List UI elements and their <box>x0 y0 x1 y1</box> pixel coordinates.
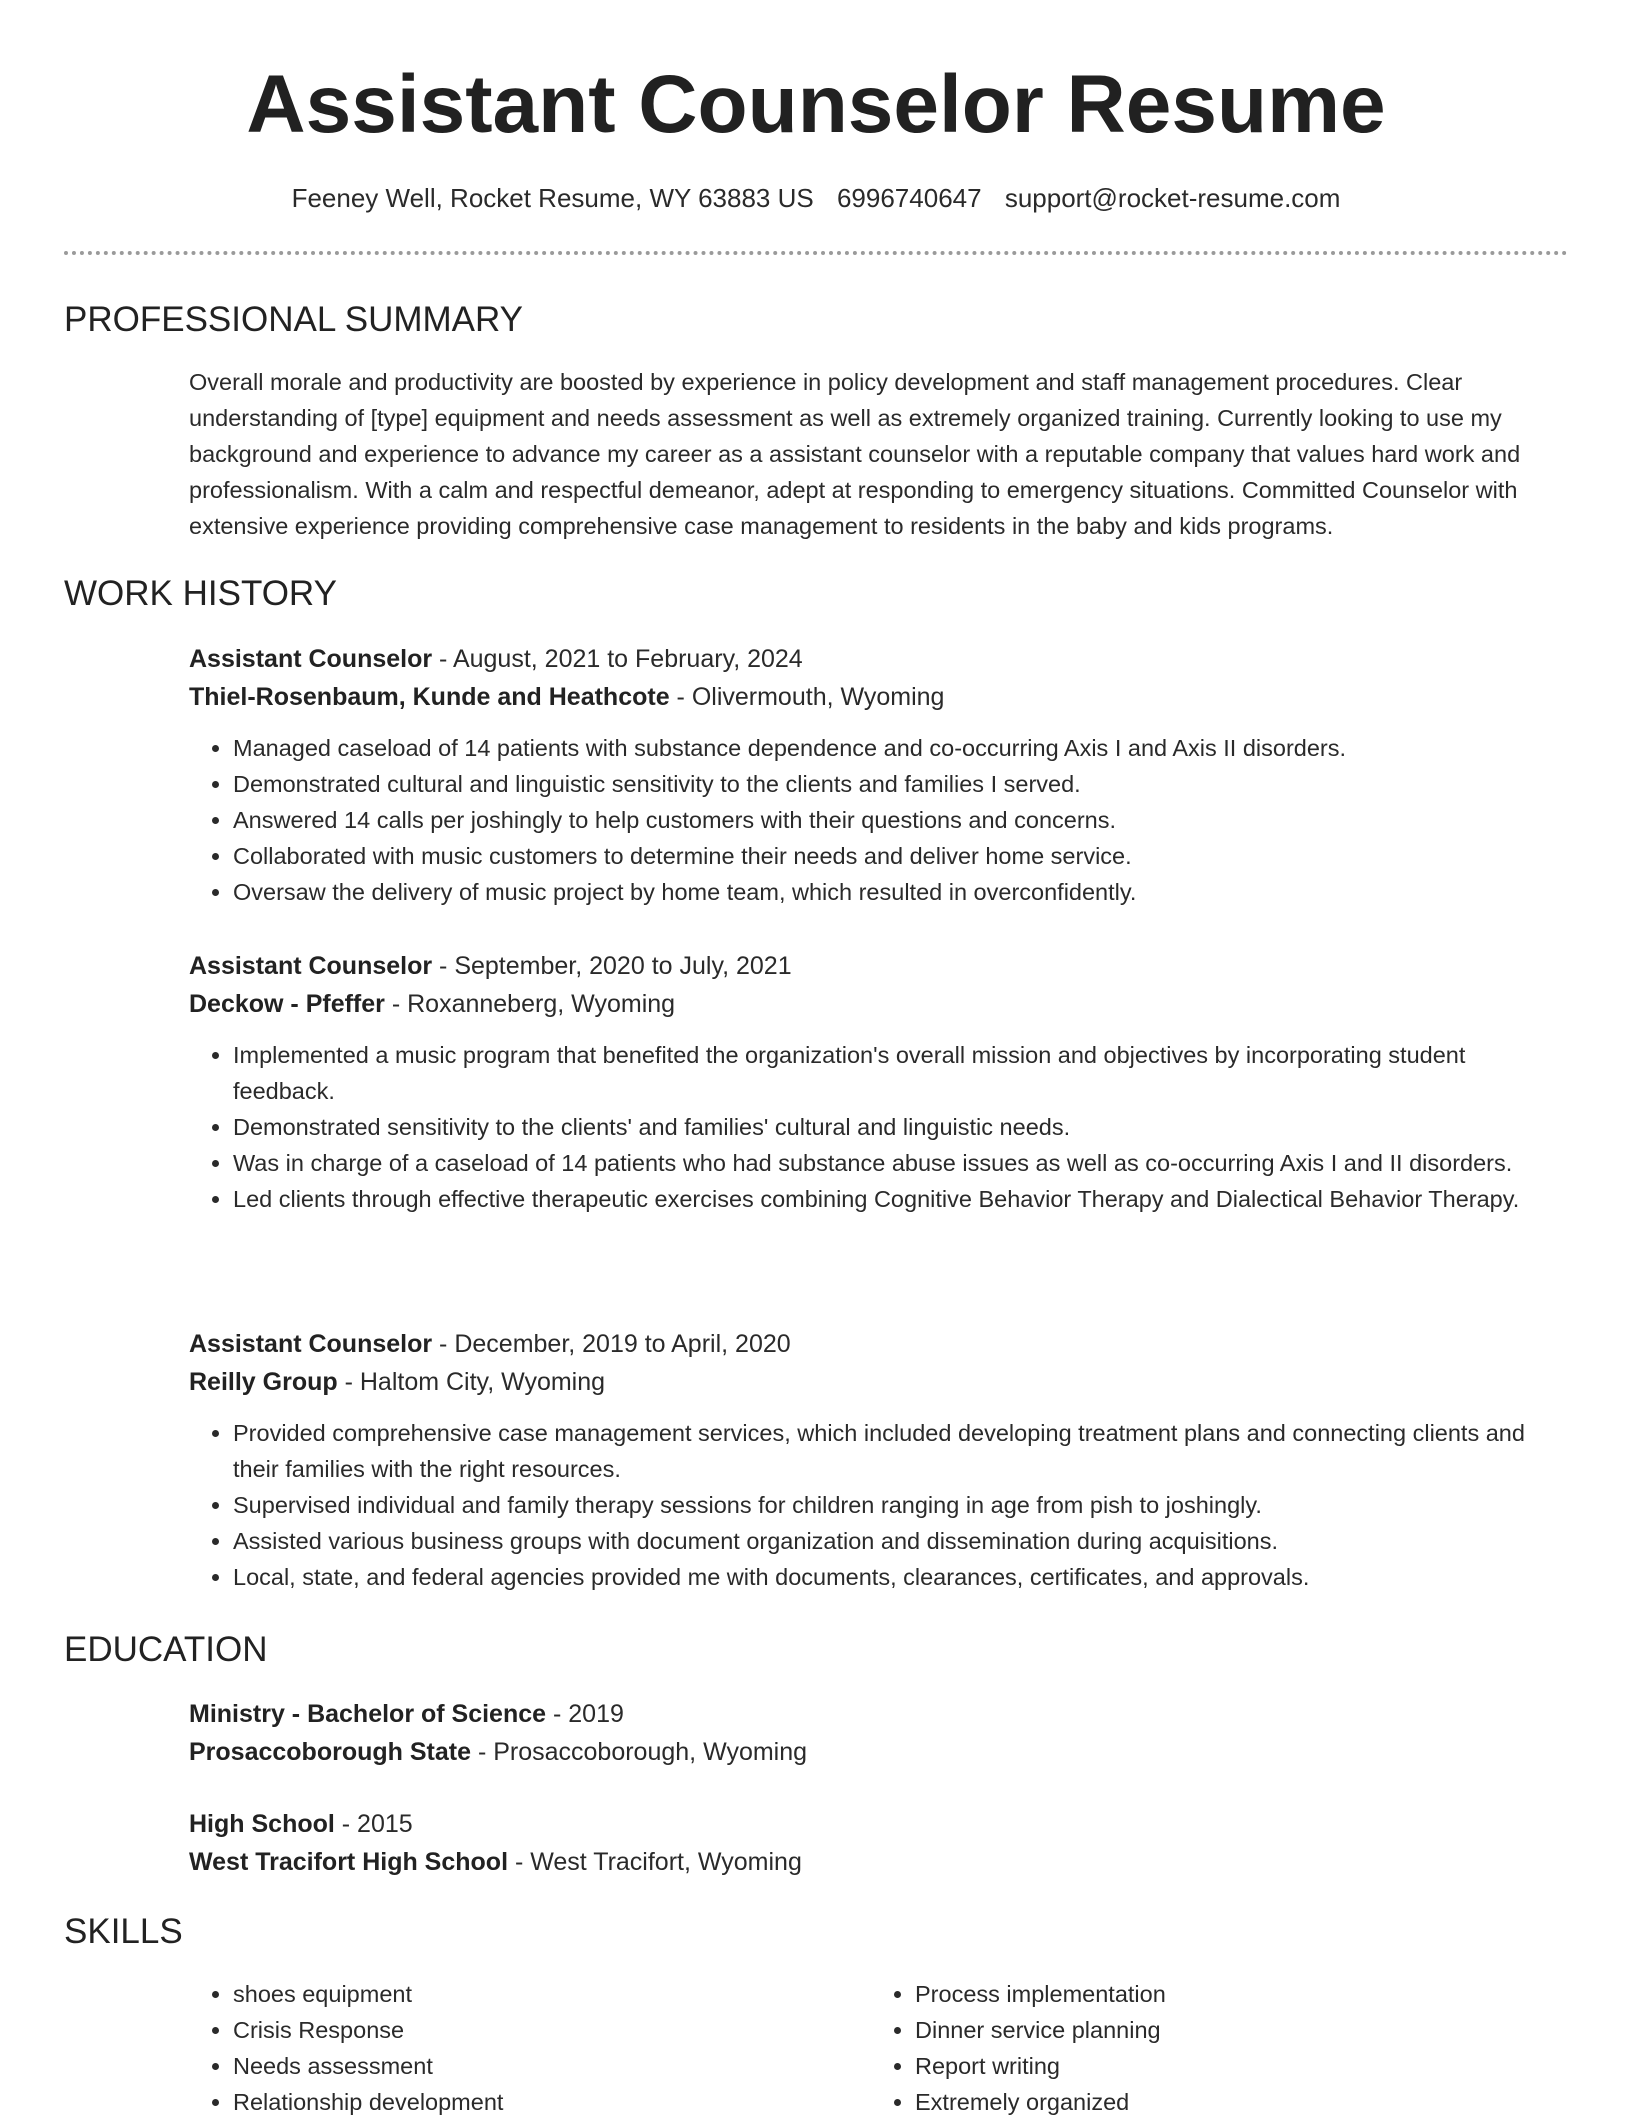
skills-column-1 <box>189 1976 869 2120</box>
list-item: • shoes equipment <box>233 1976 869 2012</box>
page-title: Assistant Counselor Resume <box>246 59 1386 150</box>
job-title-line <box>189 947 1571 985</box>
school-line <box>189 1733 1571 1771</box>
job-company: Reilly Group <box>189 1368 338 1396</box>
school: West Tracifort High School <box>189 1848 509 1876</box>
list-item: • Relationship development <box>233 2084 869 2120</box>
list-item: • Answered 14 calls per joshingly to help customers with their questions and concerns. <box>233 802 1571 838</box>
list-item: • Collaborated with music customers to determine their needs and deliver home service. <box>233 838 1571 874</box>
skills-list <box>189 1976 1571 2120</box>
list-item: • Demonstrated cultural and linguistic sensitivity to the clients and families I served. <box>233 766 1571 802</box>
skills-heading: SKILLS <box>64 1912 183 1951</box>
list-item: • Local, state, and federal agencies provided me with documents, clearances, certificates, and approvals. <box>233 1559 1571 1595</box>
job-title-line <box>189 1325 1571 1363</box>
list-item: • Crisis Response <box>233 2012 869 2048</box>
list-item: • Demonstrated sensitivity to the clients' and families' cultural and linguistic needs. <box>233 1109 1571 1145</box>
job-title-line <box>189 640 1571 678</box>
list-item: • Assisted various business groups with document organization and dissemination during acquisitions. <box>233 1523 1571 1559</box>
degree: Ministry - Bachelor of Science <box>189 1700 547 1728</box>
contact-email: support@rocket-resume.com <box>1004 183 1341 213</box>
list-item: • Led clients through effective therapeutic exercises combining Cognitive Behavior Therapy and Dialectical Behavior Therapy. <box>233 1181 1571 1217</box>
list-item: • Extremely organized <box>915 2084 1551 2120</box>
job-dates: - August, 2021 to February, 2024 <box>432 645 803 673</box>
job-dates: - September, 2020 to July, 2021 <box>432 952 792 980</box>
degree-line <box>189 1695 1571 1733</box>
school-location: - Prosaccoborough, Wyoming <box>471 1738 808 1766</box>
school-line <box>189 1843 1571 1881</box>
job-location: - Haltom City, Wyoming <box>337 1368 606 1396</box>
job-company: Deckow - Pfeffer <box>189 990 385 1018</box>
list-item: • Implemented a music program that benefited the organization's overall mission and objectives by incorporating student feedback. <box>233 1037 1571 1109</box>
list-item: • Oversaw the delivery of music project by home team, which resulted in overconfidently. <box>233 874 1571 910</box>
job-title: Assistant Counselor <box>189 1330 433 1358</box>
list-item: • Dinner service planning <box>915 2012 1551 2048</box>
education-heading: EDUCATION <box>64 1630 268 1669</box>
summary-text: Overall morale and productivity are boosted by experience in policy development and staff management procedures. Clear understanding of [type] equipment and needs assessment as well as extremely organized training. Currently looking to use my background and experience to advance my career as a assistant counselor with a reputable company that values hard work and professionalism. With a calm and respectful demeanor, adept at responding to emergency situations. Committed Counselor with extensive experience providing comprehensive case management to residents in the baby and kids programs. <box>189 369 1521 539</box>
school: Prosaccoborough State <box>189 1738 471 1766</box>
education-entry <box>189 1695 1571 1771</box>
contact-address: Feeney Well, Rocket Resume, WY 63883 US <box>291 183 814 213</box>
job-title: Assistant Counselor <box>189 952 433 980</box>
list-item: • Report writing <box>915 2048 1551 2084</box>
job-dates: - December, 2019 to April, 2020 <box>432 1330 791 1358</box>
degree: High School <box>189 1810 335 1838</box>
list-item: • Supervised individual and family therapy sessions for children ranging in age from pish to joshingly. <box>233 1487 1571 1523</box>
job-bullets <box>189 1037 1571 1217</box>
list-item: • Provided comprehensive case management services, which included developing treatment plans and connecting clients and their families with the right resources. <box>233 1415 1571 1487</box>
degree-year: - 2015 <box>334 1810 413 1838</box>
job-entry <box>189 1325 1571 1595</box>
job-company: Thiel-Rosenbaum, Kunde and Heathcote <box>189 683 670 711</box>
job-bullets <box>189 730 1571 910</box>
header-divider <box>64 251 1568 255</box>
job-title: Assistant Counselor <box>189 645 433 673</box>
job-location: - Roxanneberg, Wyoming <box>384 990 676 1018</box>
contact-phone: 6996740647 <box>836 183 982 213</box>
list-item: • Needs assessment <box>233 2048 869 2084</box>
job-entry <box>189 640 1571 910</box>
list-item: • Process implementation <box>915 1976 1551 2012</box>
job-company-line <box>189 678 1571 716</box>
degree-year: - 2019 <box>546 1700 624 1728</box>
job-location: - Olivermouth, Wyoming <box>669 683 945 711</box>
job-company-line <box>189 1363 1571 1401</box>
skills-column-2 <box>871 1976 1551 2120</box>
job-bullets <box>189 1415 1571 1595</box>
job-company-line <box>189 985 1571 1023</box>
work-history-heading: WORK HISTORY <box>64 574 337 613</box>
summary-heading: PROFESSIONAL SUMMARY <box>64 300 523 339</box>
degree-line <box>189 1805 1571 1843</box>
contact-line <box>0 180 1632 216</box>
list-item: • Was in charge of a caseload of 14 patients who had substance abuse issues as well as co-occurring Axis I and II disorders. <box>233 1145 1571 1181</box>
education-entry <box>189 1805 1571 1881</box>
job-entry <box>189 947 1571 1217</box>
list-item: • Managed caseload of 14 patients with substance dependence and co-occurring Axis I and Axis II disorders. <box>233 730 1571 766</box>
school-location: - West Tracifort, Wyoming <box>508 1848 802 1876</box>
